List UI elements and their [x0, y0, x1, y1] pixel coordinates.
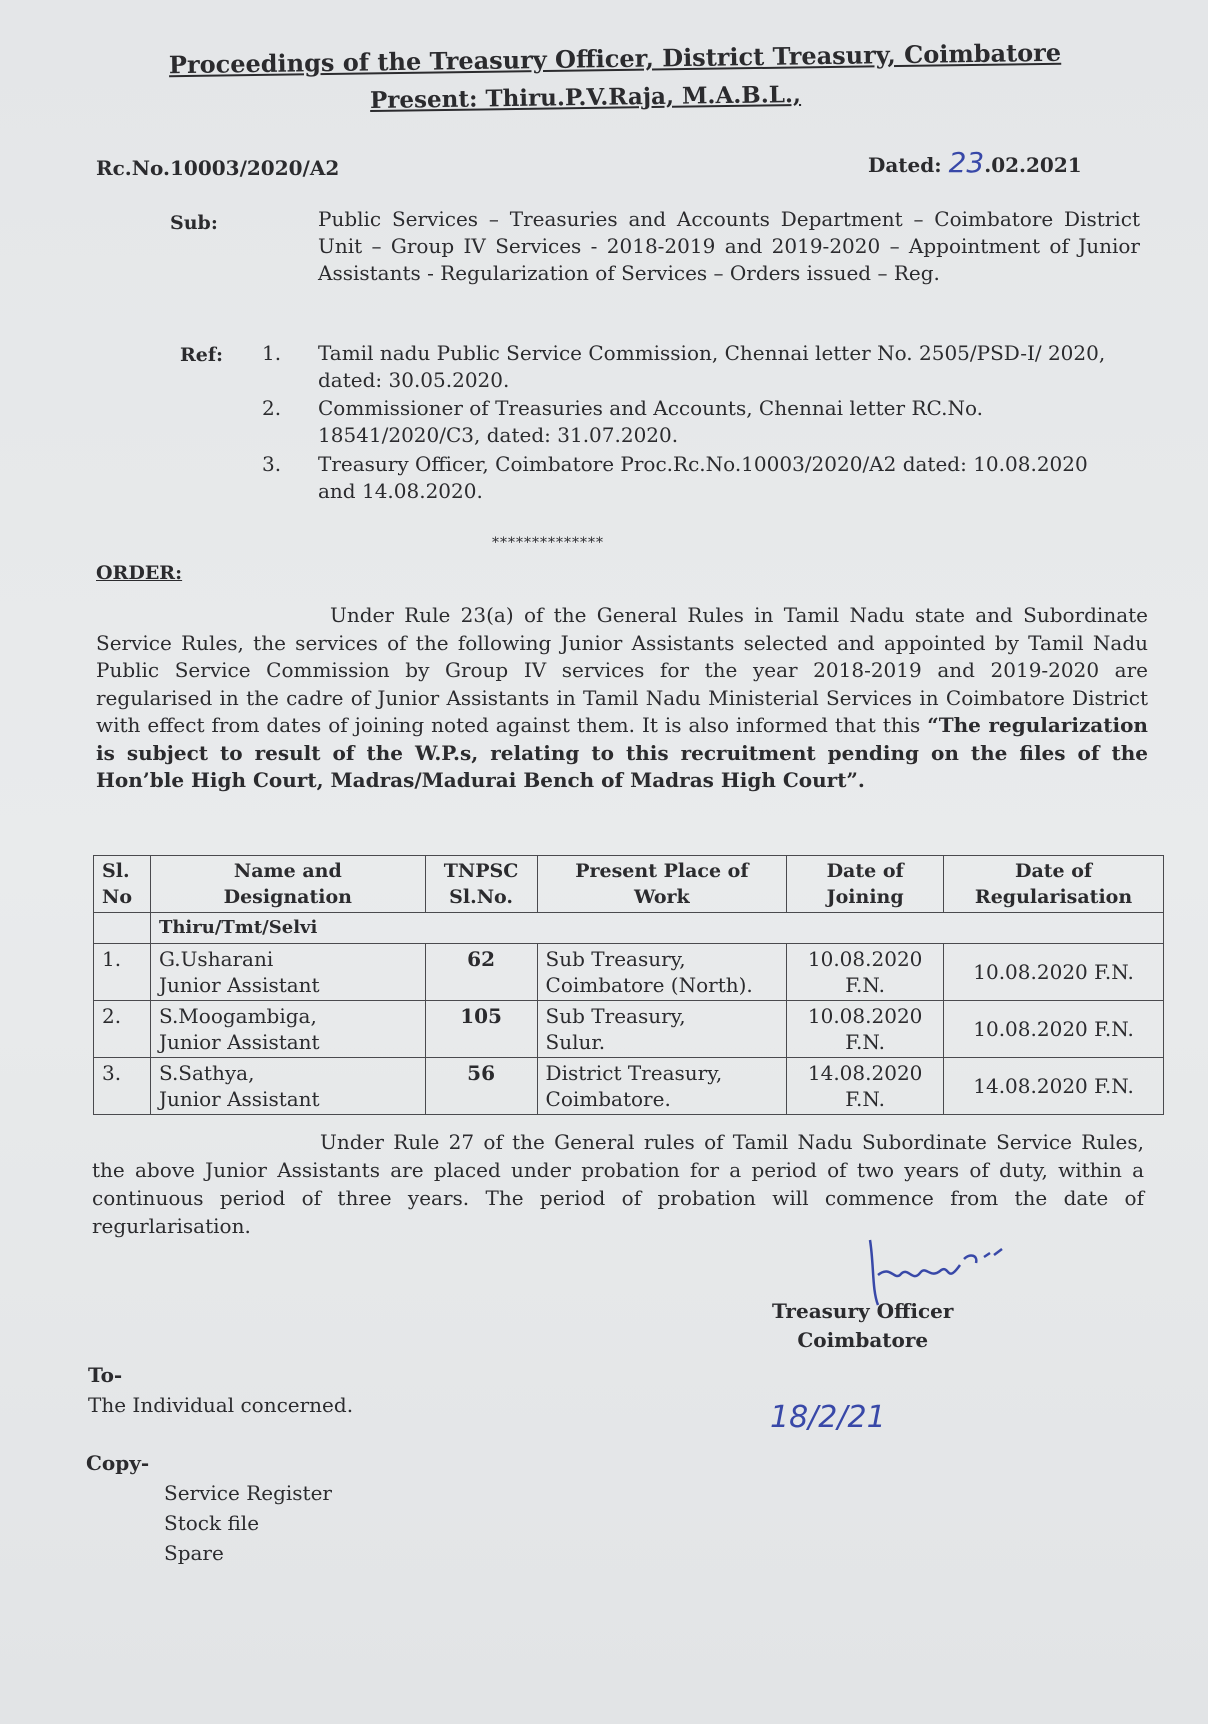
order-paragraph [96, 602, 1148, 795]
regularisation-table [93, 855, 1164, 1115]
cell-place: Sub Treasury, Sulur. [537, 1001, 787, 1058]
header-sl: No [102, 886, 133, 908]
header-name: Designation [223, 886, 352, 908]
header-dor: Regularisation [974, 886, 1133, 908]
table-row [94, 1001, 1164, 1058]
copy-label: Copy- [86, 1451, 150, 1475]
reference-item [262, 451, 1142, 505]
separator: ************** [492, 535, 604, 551]
dated-label: Dated: [868, 153, 942, 177]
header-sl: Sl. [102, 860, 130, 882]
header-dor: Date of [1014, 860, 1093, 882]
header-doj: Joining [826, 886, 904, 908]
cell-tnpsc: 105 [425, 1001, 537, 1058]
signature-block [772, 1297, 953, 1355]
reference-number: Rc.No.10003/2020/A2 [96, 156, 340, 180]
header-place: Work [634, 886, 690, 908]
table-row [94, 944, 1164, 1001]
cell-doj: 14.08.2020 F.N. [787, 1058, 944, 1115]
to-block [88, 1360, 353, 1420]
document-title: Proceedings of the Treasury Officer, District Treasury, Coimbatore [168, 37, 1062, 80]
dated [868, 146, 1082, 179]
reference-item [262, 395, 1142, 449]
cell-name: G.Usharani Junior Assistant [150, 944, 425, 1001]
to-recipient: The Individual concerned. [88, 1393, 354, 1417]
dated-month-year: .02.2021 [984, 153, 1082, 177]
prefix-text: Thiru/Tmt/Selvi [150, 913, 1163, 944]
subject-label: Sub: [170, 212, 218, 234]
cell-sl: 2. [94, 1001, 151, 1058]
handwritten-day: 23 [948, 146, 985, 179]
cell-doj: 10.08.2020 F.N. [787, 944, 944, 1001]
to-label: To- [88, 1363, 123, 1387]
reference-label: Ref: [180, 344, 224, 366]
table-header-row [94, 856, 1164, 913]
header-tnpsc: Sl.No. [449, 886, 514, 908]
ref-num: 3. [262, 452, 282, 476]
copy-item: Stock file [164, 1511, 260, 1535]
cell-dor: 10.08.2020 F.N. [944, 1001, 1164, 1058]
copy-item: Spare [164, 1541, 224, 1565]
present-officer: Present: Thiru.P.V.Raja, M.A.B.L., [369, 80, 802, 115]
table-row [94, 1058, 1164, 1115]
probation-paragraph [92, 1128, 1144, 1240]
header-name: Name and [233, 860, 342, 882]
cell-sl: 3. [94, 1058, 151, 1115]
cell-name: S.Moogambiga, Junior Assistant [150, 1001, 425, 1058]
signatory-title: Treasury Officer [772, 1299, 954, 1323]
signatory-place: Coimbatore [797, 1328, 929, 1352]
ref-text: Treasury Officer, Coimbatore Proc.Rc.No.10003/2020/A2 dated: 10.08.2020 and 14.08.2020. [318, 452, 1088, 503]
order-text: Under Rule 23(a) of the General Rules in Tamil Nadu state and Subordinate Service Rules, the services of the following Junior Assistants selected and appointed by Tamil Nadu Public Service Commission by Group IV services for the year 2018-2019 and 2019-2020 are regularised in the cadre of Junior Assistants in Tamil Nadu Ministerial Services in Coimbatore District with effect from dates of joining noted against them. It is also informed that this [96, 603, 1148, 737]
cell-dor: 10.08.2020 F.N. [944, 944, 1164, 1001]
cell-name: S.Sathya, Junior Assistant [150, 1058, 425, 1115]
prefix-row [94, 913, 1164, 944]
order-bold-text: “The regularization is subject to result of the W.P.s, relating to this recruitment pending on the files of the Hon’ble High Court, Madras/Madurai Bench of Madras High Court”. [96, 713, 1148, 792]
ref-num: 2. [262, 396, 282, 420]
cell-place: Sub Treasury, Coimbatore (North). [537, 944, 787, 1001]
order-heading: ORDER: [96, 562, 183, 584]
subject-text: Public Services – Treasuries and Accounts Department – Coimbatore District Unit – Group IV Services - 2018-2019 and 2019-2020 – Appointment of Junior Assistants - Regularization of Services – Orders issued – Reg. [318, 207, 1140, 285]
ref-text: Tamil nadu Public Service Commission, Chennai letter No. 2505/PSD-I/ 2020, dated: 30.05.2020. [318, 341, 1106, 392]
copy-item: Service Register [164, 1481, 332, 1505]
cell-tnpsc: 56 [425, 1058, 537, 1115]
header-doj: Date of [826, 860, 904, 882]
cell-dor: 14.08.2020 F.N. [944, 1058, 1164, 1115]
cell-sl: 1. [94, 944, 151, 1001]
ref-num: 1. [262, 341, 282, 365]
header-tnpsc: TNPSC [443, 860, 519, 882]
cell-tnpsc: 62 [425, 944, 537, 1001]
handwritten-date: 18/2/21 [770, 1400, 886, 1435]
cell-doj: 10.08.2020 F.N. [787, 1001, 944, 1058]
header-place: Present Place of [575, 860, 749, 882]
cell-place: District Treasury, Coimbatore. [537, 1058, 787, 1115]
probation-text: Under Rule 27 of the General rules of Tamil Nadu Subordinate Service Rules, the above Junior Assistants are placed under probation for a period of two years of duty, within a continuous period of three years. The period of probation will commence from the date of regurlarisation. [92, 1130, 1144, 1238]
ref-text: Commissioner of Treasuries and Accounts, Chennai letter RC.No. 18541/2020/C3, dated: 31.07.2020. [318, 396, 983, 447]
copy-block [86, 1448, 332, 1568]
reference-item [262, 340, 1142, 394]
